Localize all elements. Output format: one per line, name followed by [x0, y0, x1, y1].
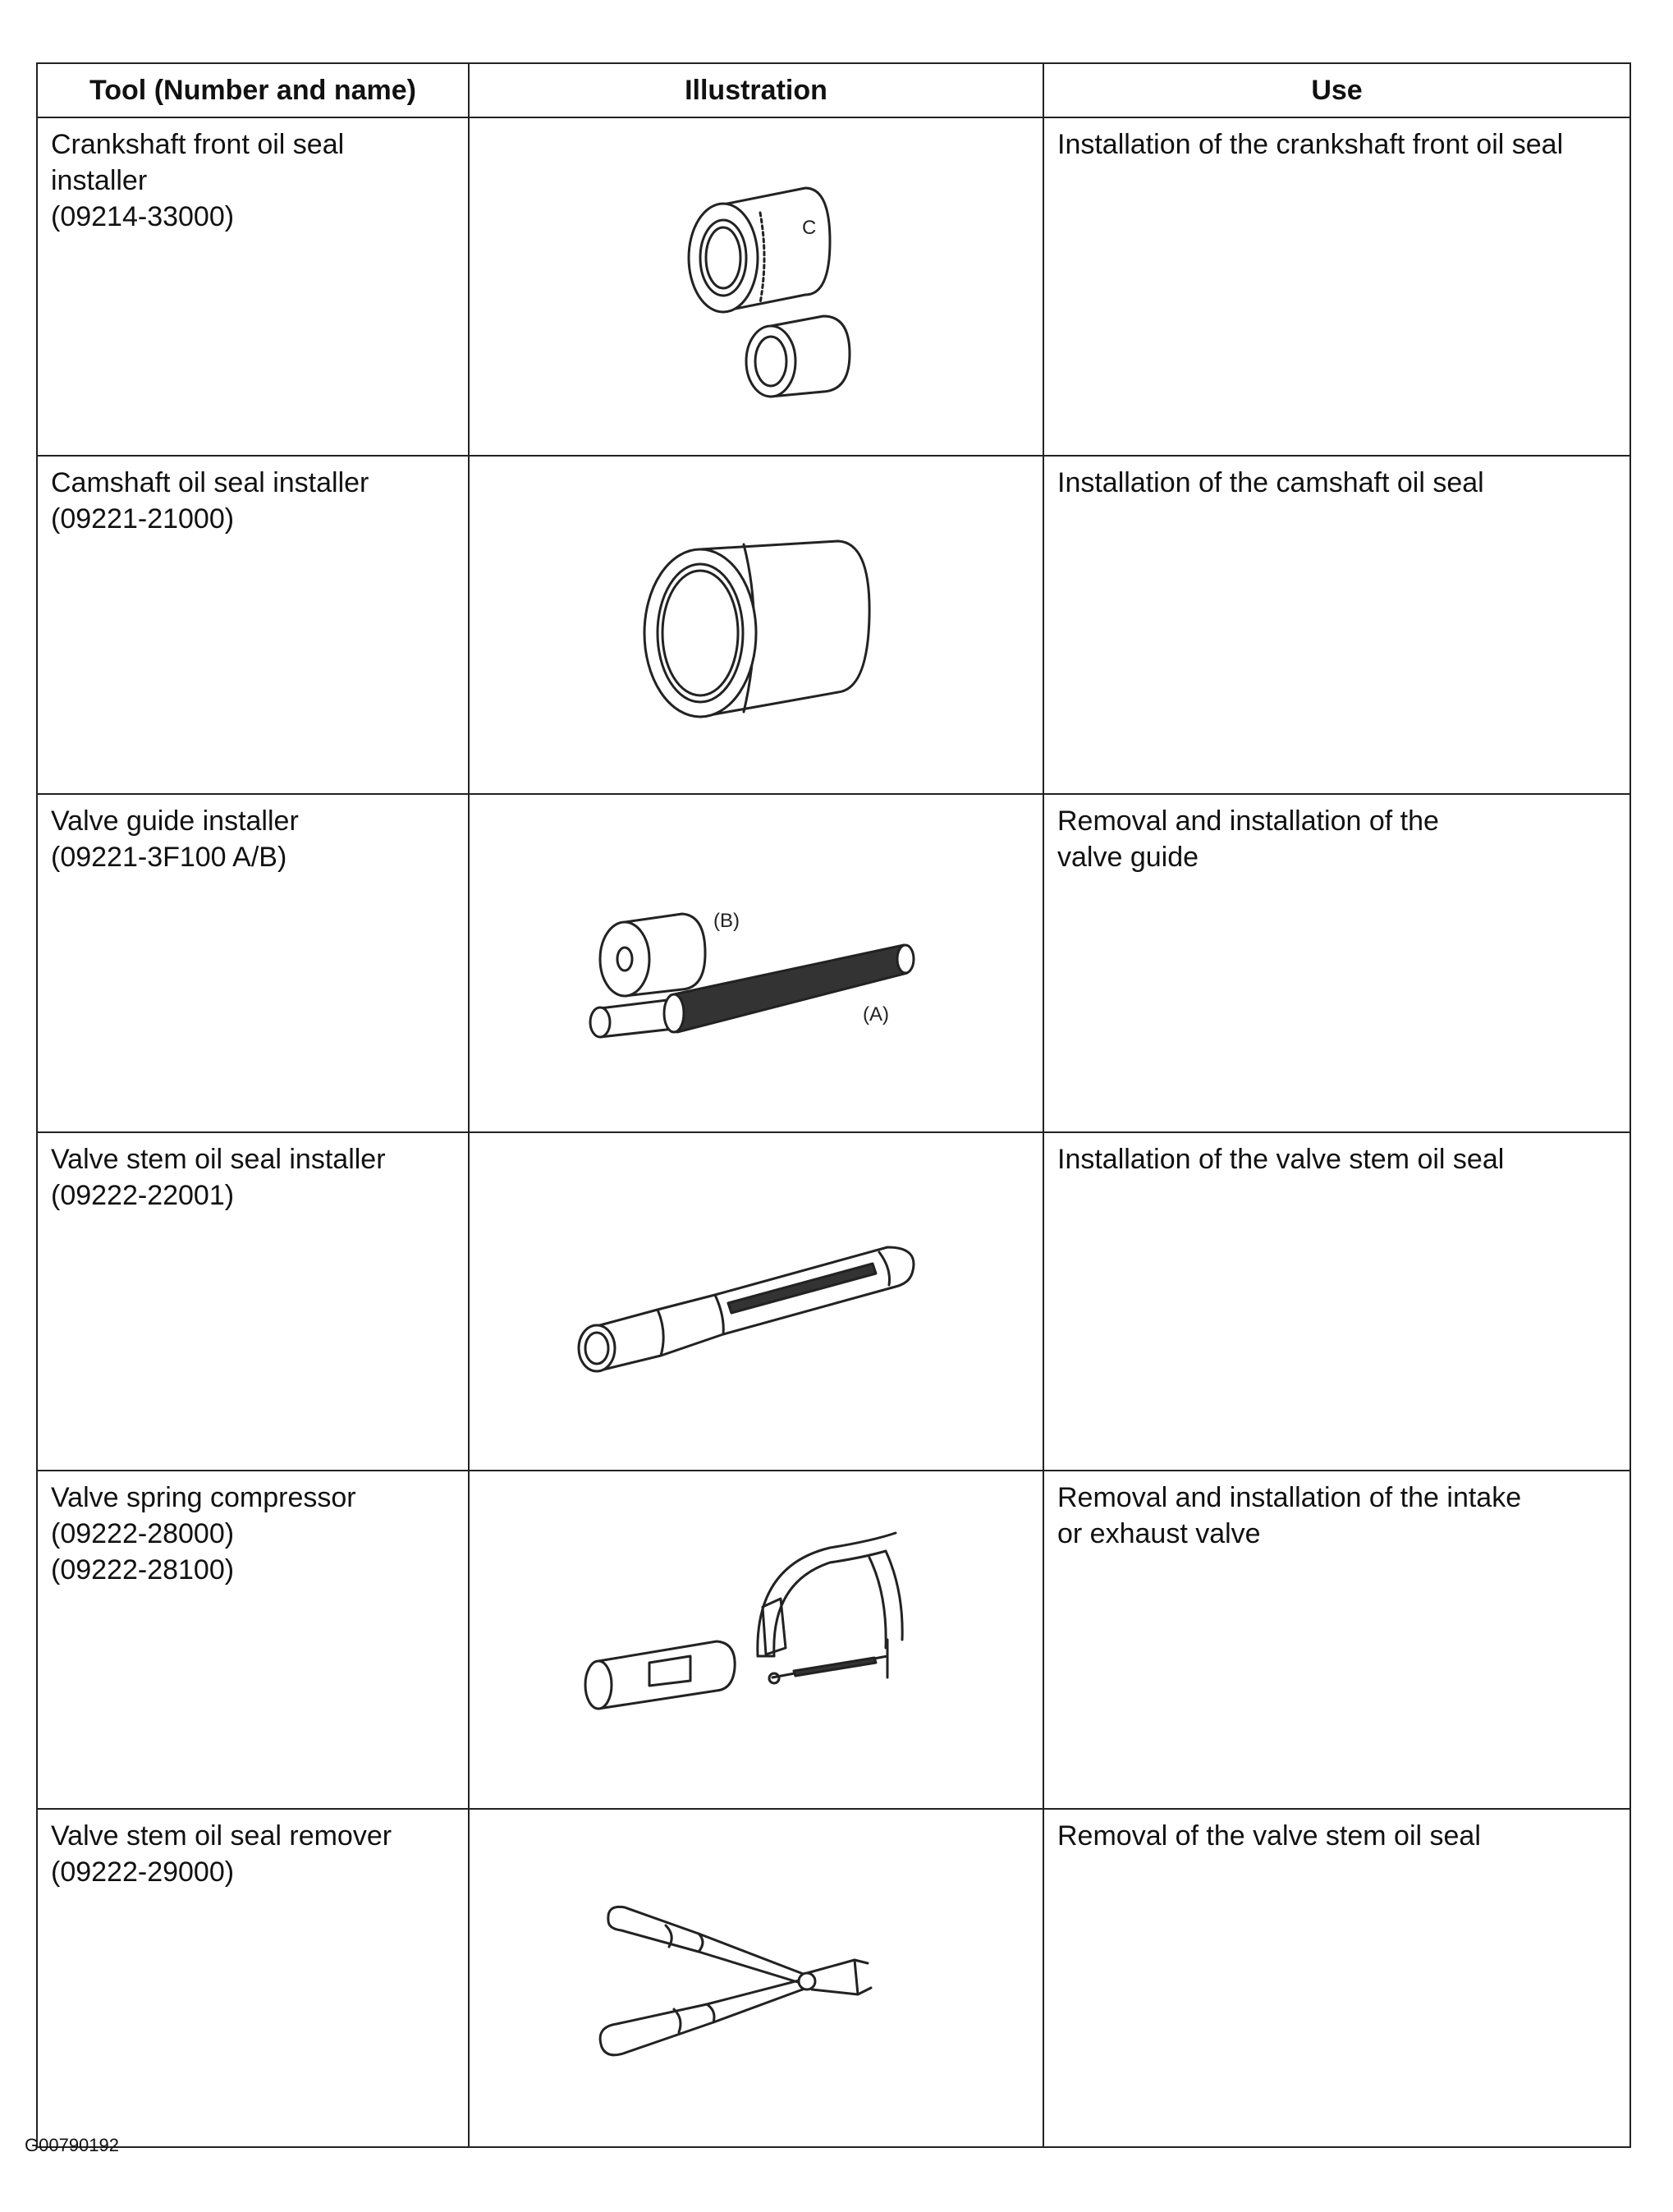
use-text: or exhaust valve [1057, 1518, 1261, 1549]
table-row [37, 1132, 1630, 1471]
tool-name: installer [51, 165, 148, 196]
tool-name-cell [37, 1132, 469, 1471]
svg-text:(A): (A) [863, 1003, 889, 1026]
use-text: Installation of the crankshaft front oil seal [1057, 129, 1564, 160]
table-row [37, 456, 1630, 794]
tool-name: Camshaft oil seal installer [51, 467, 369, 498]
table-header-row [37, 63, 1630, 117]
use-cell [1043, 117, 1630, 456]
tool-name: Valve guide installer [51, 805, 299, 837]
tool-number: (09221-3F100 A/B) [51, 842, 287, 873]
tool-name: Crankshaft front oil seal [51, 129, 345, 160]
table-row [37, 794, 1630, 1132]
tool-name-cell [37, 456, 469, 794]
tool-name-cell [37, 794, 469, 1132]
tool-name: Valve stem oil seal installer [51, 1144, 386, 1175]
use-cell [1043, 1809, 1630, 2147]
use-cell [1043, 794, 1630, 1132]
header-use: Use [1043, 63, 1630, 117]
spring-compressor-icon [559, 1517, 953, 1763]
use-cell [1043, 1471, 1630, 1809]
document-code: G00790192 [25, 2135, 119, 2155]
tool-number: (09222-29000) [51, 1856, 235, 1888]
illustration-cell [469, 794, 1043, 1132]
illustration-cell [469, 1471, 1043, 1809]
svg-text:(B): (B) [713, 910, 740, 932]
tool-name-cell [37, 117, 469, 456]
stem-seal-installer-icon [567, 1195, 945, 1408]
use-text: Removal and installation of the [1057, 805, 1439, 837]
pliers-remover-icon [584, 1871, 928, 2085]
use-text: Removal of the valve stem oil seal [1057, 1820, 1481, 1852]
tool-name: Valve spring compressor [51, 1482, 356, 1513]
table-row [37, 1471, 1630, 1809]
header-illustration: Illustration [469, 63, 1043, 117]
tool-number: (09222-28100) [51, 1554, 235, 1586]
special-tools-table [36, 62, 1631, 2148]
tool-number: (09222-28000) [51, 1518, 235, 1549]
tool-number: (09222-22001) [51, 1180, 235, 1211]
tool-number: (09221-21000) [51, 503, 235, 535]
table-row [37, 1809, 1630, 2147]
use-text: Removal and installation of the intake [1057, 1482, 1522, 1513]
use-text: Installation of the valve stem oil seal [1057, 1144, 1505, 1175]
illustration-cell [469, 456, 1043, 794]
header-tool: Tool (Number and name) [37, 63, 469, 117]
table-row [37, 117, 1630, 456]
illustration-cell [469, 1132, 1043, 1471]
illustration-cell [469, 1809, 1043, 2147]
use-cell [1043, 1132, 1630, 1471]
tool-number: (09214-33000) [51, 201, 235, 232]
use-cell [1043, 456, 1630, 794]
illustration-cell [469, 117, 1043, 456]
use-text: valve guide [1057, 842, 1199, 873]
svg-text:C: C [802, 217, 817, 239]
tool-name-cell [37, 1809, 469, 2147]
tool-name: Valve stem oil seal remover [51, 1820, 392, 1852]
valve-guide-tool-icon [567, 856, 945, 1070]
use-text: Installation of the camshaft oil seal [1057, 467, 1484, 498]
tool-name-cell [37, 1471, 469, 1809]
cylinder-installer-icon [608, 502, 904, 748]
seal-installer-pair-icon [608, 163, 904, 410]
